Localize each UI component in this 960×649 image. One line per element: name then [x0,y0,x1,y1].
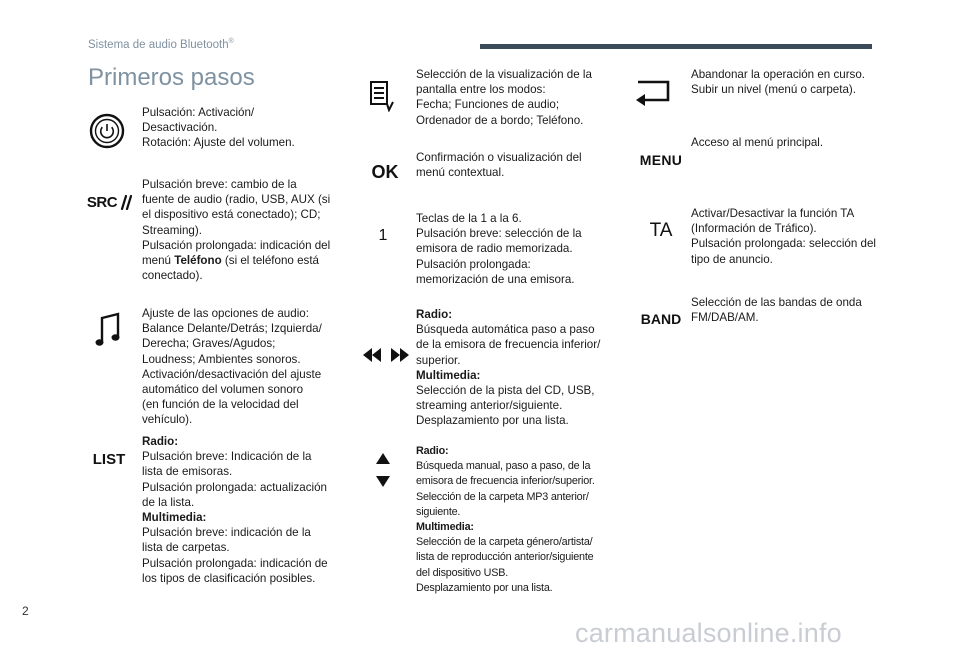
text-line [142,253,330,268]
text-line: Fecha; Funciones de audio; [416,98,560,112]
page-number: 2 [22,604,29,618]
text-line: Abandonar la operación en curso. [691,68,866,81]
seek-description [416,307,600,429]
multimedia-heading: Multimedia: [416,368,481,382]
text-line: Teclas de la 1 a la 6. [416,212,522,225]
text-line: del dispositivo USB. [416,566,509,579]
text-line: (en función de la velocidad del [142,398,299,412]
preset-1-label: 1 [378,227,388,244]
telefono-emphasis: Teléfono [174,254,222,268]
src-description [142,177,330,283]
display-description [416,67,592,128]
text-line: fuente de audio (radio, USB, AUX (si [142,193,331,207]
text-line: Pulsación: Activación/ [142,106,255,119]
up-down-arrows-icon [374,452,392,488]
preset-1-icon [373,225,393,247]
radio-heading: Radio: [142,435,179,448]
ta-label: TA [649,220,673,241]
page-title: Primeros pasos [88,64,255,91]
text-line: el dispositivo está conectado); CD; [142,208,321,222]
text-line: Activar/Desactivar la función TA [691,207,855,220]
text-line: vehículo). [142,413,193,427]
band-description [691,295,862,325]
text-line: de la lista. [142,495,195,509]
text-line: conectado). [142,269,203,283]
text-line: Pulsación prolongada: [416,257,531,271]
text-line: Ordenador de a bordo; Teléfono. [416,113,584,127]
list-button-icon [88,449,130,469]
seek-arrows-icon [363,346,409,364]
band-button-icon [638,309,684,329]
back-description [691,67,865,97]
text-line: FM/DAB/AM. [691,311,759,325]
menu-label: MENU [639,152,683,168]
text-line: Pulsación breve: Indicación de la [142,450,312,464]
text-line: Desactivación. [142,121,218,135]
text-line: memorización de una emisora. [416,272,575,286]
ta-description [691,206,876,267]
multimedia-heading: Multimedia: [142,511,207,525]
src-label: SRC [86,193,118,211]
ta-button-icon [647,220,675,242]
text-line: Confirmación o visualización del [416,151,582,164]
text-line: tipo de anuncio. [691,252,773,266]
text-line: (Información de Tráfico). [691,222,817,236]
text-line: Desplazamiento por una lista. [416,581,553,594]
text-line: emisora de radio memorizada. [416,242,573,256]
text-line: Pulsación prolongada: indicación del [142,238,331,252]
text-line: Pulsación prolongada: indicación de [142,556,328,570]
text-line: Pulsación breve: selección de la [416,227,582,241]
text-line: Balance Delante/Detrás; Izquierda/ [142,322,322,336]
text-line: Ajuste de las opciones de audio: [142,307,309,320]
text-line: lista de emisoras. [142,465,233,479]
text-line: siguiente. [416,505,461,518]
text-line: Derecha; Graves/Agudos; [142,337,276,351]
text-line: lista de reproducción anterior/siguiente [416,551,594,564]
text-line: Selección de la visualización de la [416,68,592,81]
text-line: Selección de la carpeta género/artista/ [416,536,593,549]
text-line: Selección de la pista del CD, USB, [416,384,595,398]
header-bar [480,44,872,49]
text-line: Pulsación prolongada: selección del [691,237,876,251]
list-label: LIST [92,450,126,468]
ok-description [416,150,582,180]
text-line: emisora de frecuencia inferior/superior. [416,475,595,488]
text-line: Selección de la carpeta MP3 anterior/ [416,490,589,503]
ok-button-icon [369,161,401,183]
ok-label: OK [371,161,399,182]
text-line: Búsqueda manual, paso a paso, de la [416,460,591,473]
back-arrow-icon [633,75,673,107]
menu-button-icon [638,150,684,170]
multimedia-heading: Multimedia: [416,521,474,534]
text-line: Streaming). [142,223,202,237]
text-line: automático del volumen sonoro [142,383,304,397]
text-line: superior. [416,353,461,367]
text-line: streaming anterior/siguiente. [416,399,563,413]
watermark: carmanualsonline.info [575,618,842,648]
updown-description [416,444,595,596]
band-label: BAND [640,311,682,327]
menu-description [691,135,823,150]
section-header [88,38,234,51]
power-knob-icon [89,113,125,149]
text-fragment: (si el teléfono está [221,254,320,268]
text-line: de la emisora de frecuencia inferior/ [416,338,601,352]
display-mode-icon [368,80,396,112]
power-description [142,105,295,151]
radio-heading: Radio: [416,308,453,321]
text-line: lista de carpetas. [142,541,230,555]
text-line: los tipos de clasificación posibles. [142,571,316,585]
audio-description [142,306,322,428]
text-line: Desplazamiento por una lista. [416,414,569,428]
text-line: Pulsación breve: indicación de la [142,526,311,540]
music-note-icon [94,312,122,348]
preset-description [416,211,582,287]
text-line: Rotación: Ajuste del volumen. [142,136,295,150]
text-line: Activación/desactivación del ajuste [142,367,322,381]
radio-heading: Radio: [416,445,449,457]
text-line: Pulsación prolongada: actualización [142,480,327,494]
text-line: Loudness; Ambientes sonoros. [142,352,301,366]
text-line: Búsqueda automática paso a paso [416,323,595,337]
text-line: menú contextual. [416,166,505,180]
phone-handset-icon [119,194,133,210]
src-phone-icon [86,193,134,211]
section-header-text: Sistema de audio Bluetooth [88,38,229,51]
text-fragment: menú [142,254,175,268]
list-description [142,434,328,586]
text-line: Selección de las bandas de onda [691,296,862,309]
text-line: Acceso al menú principal. [691,136,824,149]
text-line: pantalla entre los modos: [416,83,546,97]
text-line: Pulsación breve: cambio de la [142,178,297,191]
registered-mark: ® [228,38,234,45]
text-line: Subir un nivel (menú o carpeta). [691,83,856,97]
